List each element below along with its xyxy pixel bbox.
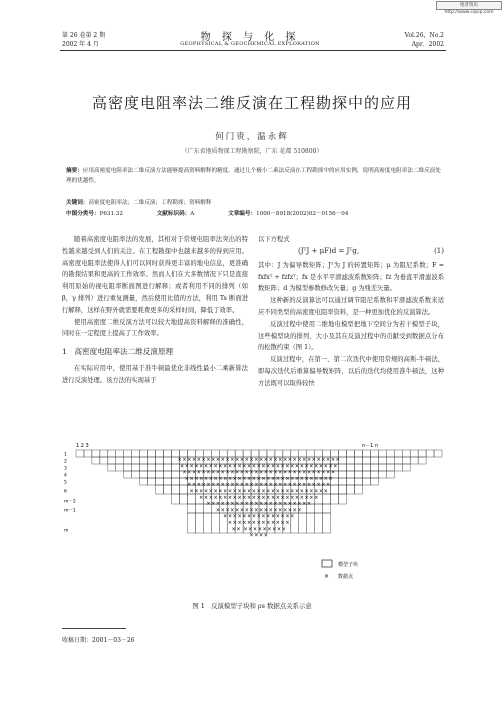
model-block [370,464,378,471]
model-block [291,450,299,457]
watermark-badge: 维普资讯 http://www.cqvip.com [436,1,502,10]
volume-label: Vol.26，No.2 [404,32,444,39]
model-block [410,457,418,464]
model-block [323,450,331,457]
model-block [354,485,362,494]
model-block [354,457,362,464]
model-block [100,450,108,457]
model-block [339,478,347,485]
right-paragraph-2: 这种新的反演算法可以通过调节阻尼系数和平滑滤波系数来适应不同类型的高密度电阻率资料，是一种更加优化的反演算法。 [258,297,444,316]
data-point-row: ××××××××××××× [227,520,291,526]
model-block [243,450,251,457]
model-block [116,464,124,471]
model-block [370,471,378,478]
model-block [148,457,156,464]
model-block [378,471,386,478]
model-block [148,464,156,471]
model-block [171,471,179,478]
doc-code-value: A [190,211,195,217]
model-block [354,471,362,478]
model-block [148,478,156,485]
model-block [347,457,355,464]
data-point-row: ×××××××××××××××××××××××××××××× [187,482,331,489]
equation-1: (JᵀJ + μF)d = Jᵀg， [298,246,364,255]
model-block [283,450,291,457]
model-block [171,494,179,504]
model-block [156,485,164,494]
model-block [339,494,347,504]
left-paragraph-3: 在实际应用中，使用基于准牛顿最优化非线性最小二乘新算法进行反演处理。该方法的实现基于 [62,364,248,384]
model-block [267,450,275,457]
received-date: 收稿日期：2001－03－26 [62,637,135,644]
model-block [299,450,307,457]
paper-title: 高密度电阻率法二维反演在工程勘探中的应用 [91,94,412,112]
equation-number: (1) [434,246,444,255]
model-block [156,478,164,485]
model-block [179,450,187,457]
model-block [76,450,84,457]
model-block [307,513,315,533]
model-block [426,450,434,457]
model-block [315,513,323,533]
model-block [323,494,331,504]
model-block [362,478,370,485]
row-label: 2 [64,459,67,465]
article-no-label: 文章编号： [228,211,257,217]
model-block [140,450,148,457]
model-block [259,450,267,457]
model-block [171,478,179,485]
data-point-row: ××××××××××××××××××××××××××××××× [184,475,334,482]
model-block [339,485,347,494]
model-block [92,457,100,464]
model-block [394,457,402,464]
model-block [378,457,386,464]
top-left-labels: 1 2 3 [76,443,89,449]
model-block [251,450,259,457]
model-block [156,457,164,464]
row-label: m－1 [64,508,76,514]
model-block [323,513,331,533]
model-block [156,471,164,478]
model-block [140,471,148,478]
model-block [124,457,132,464]
model-block [362,471,370,478]
left-column [62,234,248,387]
model-block [331,494,339,504]
model-block [370,457,378,464]
model-block [394,450,402,457]
model-block [108,450,116,457]
model-block [299,513,307,533]
model-block [156,450,164,457]
right-paragraph-1: 其中：J 为偏导数矩阵；Jᵀ为 J 的转置矩阵；μ 为阻尼系数；F = fxfxᵀ + fzfzᵀ；fx 是水平平滑滤波系数矩阵；fz 为垂直平滑滤波系数矩阵；d 为模型参数修改矢量；g 为残差矢量。 [258,261,444,293]
model-block [124,471,132,478]
model-block [92,450,100,457]
model-block [132,471,140,478]
journal-title-en: GEOPHYSICAL & GEOCHEMICAL EXPLORATION [180,41,320,47]
model-block [370,450,378,457]
model-block [362,464,370,471]
date-label: 2002 年 4 月 [62,41,99,48]
row-label: 1 [64,452,67,458]
model-block [418,457,426,464]
right-intro: 以下方程式 [258,236,290,243]
equation-line [258,246,444,260]
model-block [370,478,378,485]
model-block [171,464,179,471]
model-block [100,457,108,464]
model-block [347,464,355,471]
model-block [187,450,195,457]
right-column [258,234,444,390]
model-block [386,450,394,457]
model-block [116,450,124,457]
model-block [354,478,362,485]
model-block [195,513,203,533]
model-block [140,464,148,471]
model-block [148,450,156,457]
row-label: 6 [64,489,67,495]
model-block [124,464,132,471]
model-block [402,450,410,457]
model-block [347,471,355,478]
data-point-row: ×××××××××××××××××××××× [206,501,312,508]
model-block [386,464,394,471]
model-block [402,457,410,464]
model-block [203,513,211,533]
model-block [156,464,164,471]
model-block [347,450,355,457]
model-block [140,457,148,464]
model-block [339,450,347,457]
model-block [164,450,172,457]
legend-point-label: 数据点 [338,574,354,580]
legend-block-label: 模型子块 [338,562,359,568]
model-block [203,450,211,457]
data-point-row: ××××××××××××××× [223,513,295,520]
row-label: 3 [64,466,67,472]
abstract-label: 摘要： [66,168,83,174]
model-block [187,504,195,513]
model-block [235,450,243,457]
data-point-row: ×× ××××××××× [231,526,287,533]
row-label: m [64,528,69,534]
model-block [362,457,370,464]
model-block [347,485,355,494]
model-block [132,450,140,457]
data-point-row: ××××××××××××××××××××××××××××× [189,488,329,495]
model-block [315,450,323,457]
legend-block-swatch [322,560,332,567]
section-heading-1: 1 高密度电阻率法二维反演原理 [62,347,174,357]
article-no-value: 1000－8918(2002)02－0156－04 [256,211,349,217]
row-label: m－2 [64,499,76,505]
model-block [307,450,315,457]
figure-1-model-diagram [62,440,447,590]
model-block [164,478,172,485]
footnote-rule [62,628,126,629]
model-block [179,494,187,504]
data-point-rows [178,457,341,539]
left-paragraph-2: 使用高密度二维反演方法可以较大地提高资料解释的准确性，同时在一定程度上提高了工作效率。 [62,318,248,338]
model-block [108,464,116,471]
model-block [331,485,339,494]
doc-code-label: 文献标识码： [156,211,191,217]
model-block [275,450,283,457]
right-paragraph-3: 反演过程中使用二维地电模型把地下空间分为若干模型子块，这些模型块的排列、大小及其在反演过程中的贡献受到数据点分布的松散约束（图 1）。 [258,320,444,352]
model-block [164,471,172,478]
model-block [386,471,394,478]
row-label: 4 [64,473,67,479]
model-block [195,504,203,513]
model-block [418,450,426,457]
model-block [227,450,235,457]
model-block [108,457,116,464]
data-point-row: ×××× [249,532,269,539]
model-block [164,457,172,464]
keywords [66,198,442,208]
model-block [354,450,362,457]
legend-point-symbol: × [324,573,330,580]
row-label: 5 [64,480,67,486]
model-block [315,504,323,513]
model-block [116,457,124,464]
model-block [187,494,195,504]
classification-line [66,209,442,219]
model-block [171,485,179,494]
model-block [132,457,140,464]
data-point-row: ××××××××××××××××××××××××××××××××× [179,463,339,470]
data-point-row: ×××××××××××××××××××××××××××××××××× [177,457,341,463]
model-block [362,450,370,457]
model-block [195,450,203,457]
model-block [434,450,442,457]
model-block [331,450,339,457]
model-block [187,513,195,533]
abstract [66,166,442,186]
clc-value: P631.32 [99,211,123,217]
model-block [386,457,394,464]
model-block [219,450,227,457]
figure-caption: 图 1 反演模型子块和 ρs 数据点关系示意 [192,602,312,610]
model-block [347,478,355,485]
data-point-row: ×××××××××××××××××× [215,507,303,514]
model-block [164,485,172,494]
data-point-row: ×××××××××××××××××××××××××××××××× [182,469,336,476]
row-labels [64,452,76,534]
model-block [402,464,410,471]
top-right-labels: n－1 n [362,443,379,449]
model-block [378,464,386,471]
month-label: Apr．2002 [411,41,444,48]
model-block [410,450,418,457]
data-point-row: ××××××××××××××××××××××××× [199,494,319,501]
model-block [211,450,219,457]
model-block [378,450,386,457]
model-block [354,464,362,471]
keywords-label: 关键词： [66,200,89,206]
model-block [148,471,156,478]
model-block [124,450,132,457]
model-block [339,471,347,478]
model-block [339,464,347,471]
header-rule [60,50,446,51]
model-block [132,464,140,471]
model-block [171,450,179,457]
right-paragraph-4: 反演过程中，在第一、第二次迭代中使用常规的高斯-牛顿法，即每次迭代后重算偏导数矩阵，以后的迭代均使用准牛顿法，这种方法既可以取得较快 [258,356,444,387]
abstract-text: 应用高密度电阻率法二维反演方法能够提高资料解释的精度。通过几个极小二乘法反演在工程勘探中的应用实例，说明高密度电阻率法二维反演处理的优越性。 [66,168,441,184]
clc-label: 中图分类号： [66,211,100,217]
left-paragraph-1: 随着高密度电阻率法的发展，其相对于常规电阻率法突出的特性越来越受到人们的关注。在工程勘探中也越来越多的得到应用。高密度电阻率法使得人们可以同时获得更丰富的地电信息，更准确的勘探结果和更高的工作效率。然而人们在大多数情况下只是直接利用原始的视电阻率断面图进行解释；或者利用不同的排列（如 β，γ 排列）进行重复测量，然后使用比值的方法，利用 Ts 断面进行解释，这样在野外就需要耗费更多的采样时间，降低了效率。 [62,236,248,314]
model-block [323,504,331,513]
issue-label: 第 26 卷第 2 期 [62,32,106,39]
affiliation: （广东省地质物探工程勘察院，广东 花都 510800） [181,148,323,155]
model-block [84,450,92,457]
model-block [394,464,402,471]
keywords-text: 高密度电阻率法；二维反演；工程勘探；资料解释 [88,200,212,206]
author-list: 何门贵，温永辉 [215,132,289,142]
journal-title-cn: 物 探 与 化 探 [200,32,300,43]
model-block [140,478,148,485]
model-block [164,464,172,471]
model-block [211,513,219,533]
